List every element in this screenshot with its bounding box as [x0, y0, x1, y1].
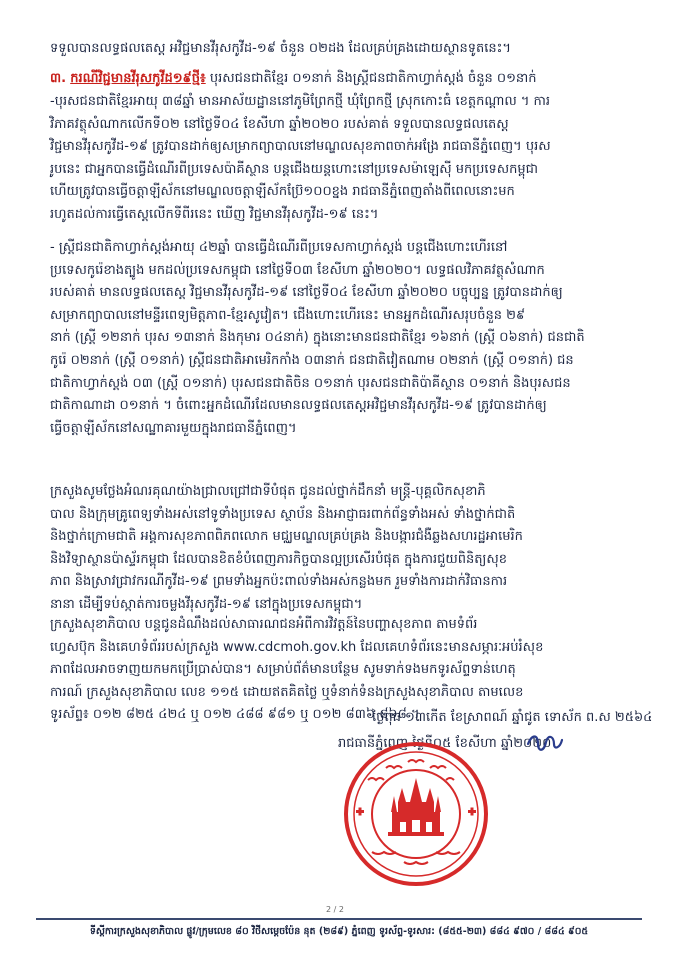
date-lunar: ថ្ងៃពុធ ១៣កើត ខែស្រាពណ៍ ឆ្នាំជូត ទោស័ក ព.ស ២៥៦៤	[372, 710, 653, 725]
footer-divider	[36, 918, 642, 920]
footer-address: ទីស្តីការក្រសួងសុខាភិបាល ផ្លូវ/ក្រុមលេខ ៨០ វិថីសម្តេចប៉ែន នុត (២៨៩) ភ្នំពេញ ទូរស័ព្ទ-ទូរសារ: (៨៥៥-២៣) ៨៨៤ ៩៧០ / ៨៨៤ ៩០៥	[89, 926, 589, 937]
section-heading	[50, 68, 630, 91]
official-seal-icon	[342, 740, 490, 888]
intro-line: ទទួលបានលទ្ធផលតេស្ត អវិជ្ជមានវីរុសកូវីដ-១៩ ចំនួន ០២ដង ដែលគ្រប់គ្រងដោយស្ថានទូតនេះ។	[50, 41, 511, 56]
signature-icon	[524, 730, 564, 756]
section-number: ៣.	[50, 71, 67, 86]
thanks-paragraph: ក្រសួងសូមថ្លែងអំណរគុណយ៉ាងជ្រាលជ្រៅជាទីបំផុត ជូនដល់ថ្នាក់ដឹកនាំ មន្ត្រី-បុគ្គលិកសុខាភិ បាល និងក្រុមគ្រូពេទ្យទាំងអស់នៅទូទាំងប្រទេស ស្ថាប័ន និងអាជ្ញាធរពាក់ព័ន្ធទាំងអស់ ទាំងថ្នាក់ជាតិ និងថ្នាក់ក្រោមជាតិ អង្គការសុខភាពពិភពលោក មជ្ឈមណ្ឌលគ្រប់គ្រង និងបង្ការជំងឺឆ្លងសហរដ្ឋអាមេរិក និងវិទ្យាស្ថានប៉ាស្ទ័រកម្ពុជា ដែលបានខិតខំបំពេញភារកិច្ចបានល្អប្រសើរបំផុត ក្នុងការជួយពិនិត្យសុខ ភាព និងស្រាវជ្រាវករណីកូវីដ-១៩ ព្រមទាំងអ្នកប៉ះពាល់ទាំងអស់កន្លងមក រួមទាំងការដាក់វិធានការ នានា ដើម្បីទប់ស្កាត់ការចម្លងវីរុសកូវីដ-១៩ នៅក្នុងប្រទេសកម្ពុជា។	[50, 484, 523, 612]
section-summary: បុរសជនជាតិខ្មែរ ០១នាក់ និងស្ត្រីជនជាតិកាហ្វាក់ស្តង់ ចំនួន ០១នាក់	[209, 71, 537, 86]
notice-paragraph: ក្រសួងសុខាភិបាល បន្តជូនដំណឹងដល់សាធារណជនអំពីការវិវត្តន៍នៃបញ្ហាសុខភាព តាមទំព័រ ហ្វេសប៊ុក និងគេហទំព័ររបស់ក្រសួង www.cdcmoh.gov.kh ដែលគេហទំព័រនេះមានសម្ភារៈអប់រំសុខ ភាពដែលអាចទាញយកមកប្រើប្រាស់បាន។ សម្រាប់ព័ត៌មានបន្ថែម សូមទាក់ទងមកទូរស័ព្ទទាន់ហេតុ ការណ៍ ក្រសួងសុខាភិបាល លេខ ១១៥ ដោយឥតគិតថ្លៃ ឬទំនាក់ទំនងក្រសួងសុខាភិបាល តាមលេខ ទូរស័ព្ទ៖ ០១២ ៨២៥ ៤២៤ ឬ ០១២ ៤៨៨ ៩៨១ ឬ ០១២ ៨៣៦ ៨៦៨ ។	[50, 617, 544, 723]
date-solar: រាជធានីភ្នំពេញ ថ្ងៃទី០៥ ខែសីហា ឆ្នាំ២០២០	[338, 736, 552, 751]
case-2-paragraph: - ស្ត្រីជនជាតិកាហ្វាក់ស្តង់អាយុ ៤២ឆ្នាំ បានធ្វើដំណើរពីប្រទេសកាហ្វាក់ស្តង់ បន្តជើងហោះហើរនៅ ប្រទេសកូរ៉េខាងត្បូង មកដល់ប្រទេសកម្ពុជា នៅថ្ងៃទី០៣ ខែសីហា ឆ្នាំ២០២០។ លទ្ធផលវិភាគវត្ថុសំណាក របស់គាត់ មានលទ្ធផលតេស្ត វិជ្ជមានវីរុសកូវីដ-១៩ នៅថ្ងៃទី០៤ ខែសីហា ឆ្នាំ២០២០ បច្ចុប្បន្ន ត្រូវបានដាក់ឲ្យ សម្រាកព្យាបាលនៅមន្ទីរពេទ្យមិត្តភាព-ខ្មែរសូវៀត។ ជើងហោះហើរនេះ មានអ្នកដំណើរសរុបចំនួន ២៩ នាក់ (ស្ត្រី ១២នាក់ បុរស ១៣នាក់ និងកុមារ ០៤នាក់) ក្នុងនោះមានជនជាតិខ្មែរ ១៦នាក់ (ស្ត្រី ០៦នាក់) ជនជាតិ កូរ៉េ ០២នាក់ (ស្ត្រី ០១នាក់) ស្ត្រីជនជាតិអាមេរិកកាំង ០៣នាក់ ជនជាតិវៀតណាម ០២នាក់ (ស្ត្រី ០១នាក់) ជន ជាតិកាហ្វាក់ស្តង់ ០៣ (ស្ត្រី ០១នាក់) បុរសជនជាតិចិន ០១នាក់ បុរសជនជាតិប៉ាគីស្ថាន ០១នាក់ និងបុរសជន ជាតិកាណាដា ០១នាក់ ។ ចំពោះអ្នកដំណើរដែលមានលទ្ធផលតេស្តអវិជ្ជមានវីរុសកូវីដ-១៩ ត្រូវបានដាក់ឲ្យ ធ្វើចត្តាឡីស័កនៅសណ្ឋាគារមួយក្នុងរាជធានីភ្នំពេញ។	[50, 240, 585, 436]
case-1-paragraph: -បុរសជនជាតិខ្មែរអាយុ ៣៨ឆ្នាំ មានអាស័យដ្ឋាននៅភូមិព្រែកថ្មី ឃុំព្រែកថ្មី ស្រុកកោះធំ ខេត្តកណ្តាល ។ ការ វិភាគវត្ថុសំណាកលើកទី០២ នៅថ្ងៃទី០៤ ខែសីហា ឆ្នាំ២០២០ របស់គាត់ ទទួលបានលទ្ធផលតេស្ត វិជ្ជមានវីរុសកូវីដ-១៩ ត្រូវបានដាក់ឲ្យសម្រាកព្យាបាលនៅមណ្ឌលសុខភាពចាក់អង្រែ រាជធានីភ្នំពេញ។ បុរស រូបនេះ ជាអ្នកបានធ្វើដំណើរពីប្រទេសប៉ាគីស្ថាន បន្តជើងយន្តហោះនៅប្រទេសម៉ាឡេស៊ី មកប្រទេសកម្ពុជា ហើយត្រូវបានធ្វើចត្តាឡីស័កនៅមណ្ឌលចត្តាឡីស័កប្រ៊ែ១០០ខ្នង រាជធានីភ្នំពេញតាំងពីពេលនោះមក រហូតដល់ការធ្វើតេស្តលើកទីពីរនេះ ឃើញ វិជ្ជមានវីរុសកូវីដ-១៩ នេះ។	[50, 94, 551, 222]
section-title: ករណីវិជ្ជមានវីរុសកូវីដ១៩ថ្មី៖	[70, 71, 206, 86]
page-number: 2 / 2	[326, 905, 344, 914]
